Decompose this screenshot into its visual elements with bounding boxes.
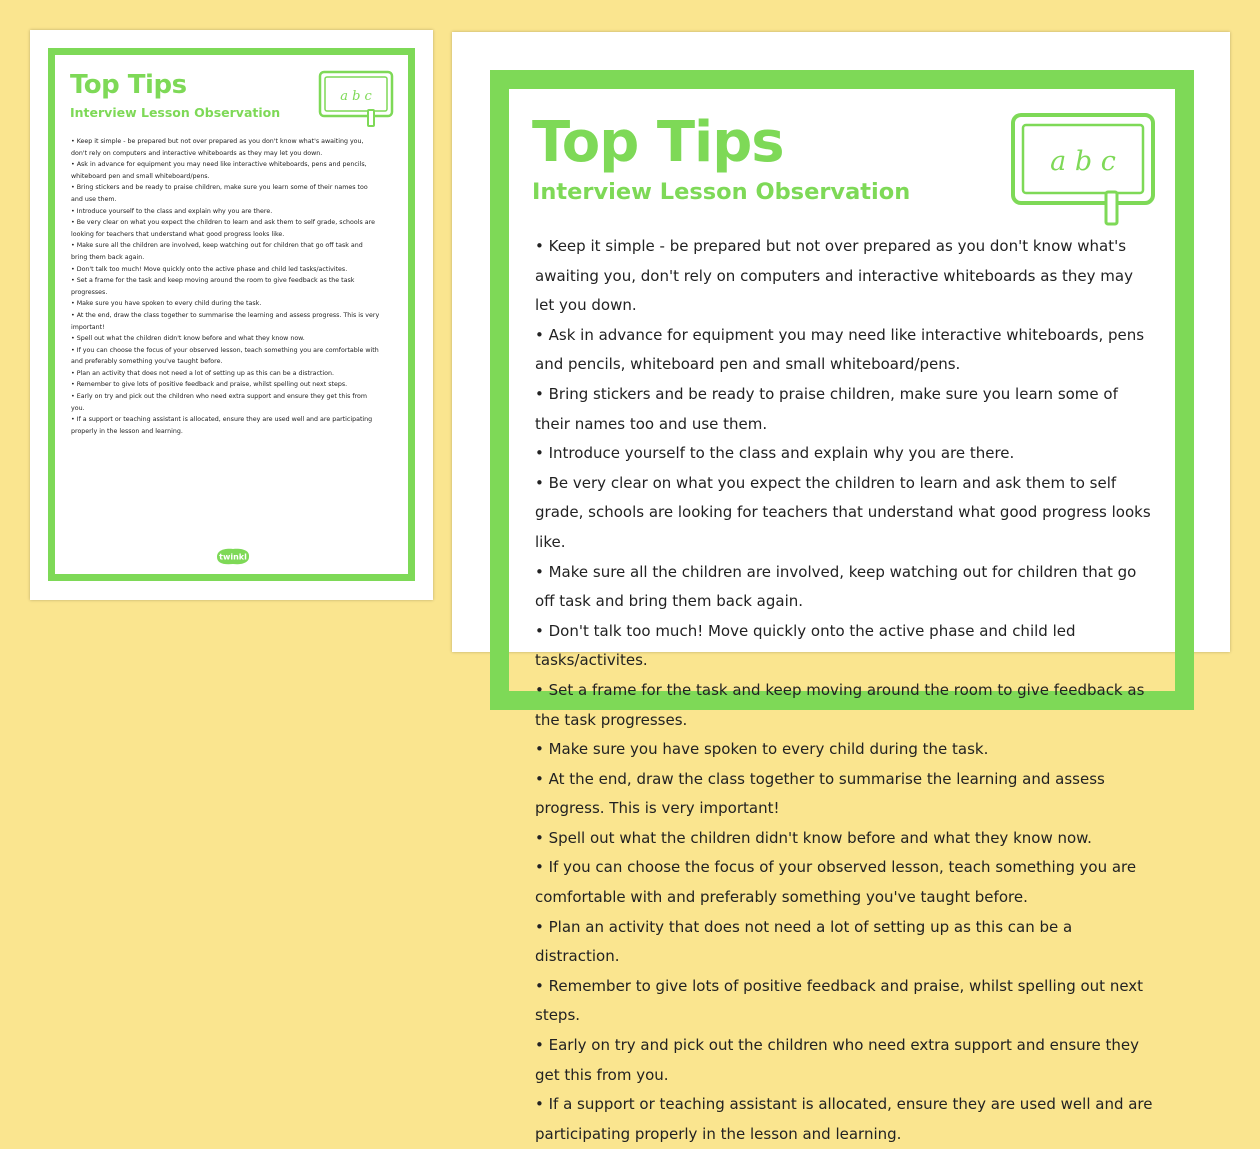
page-subtitle: Interview Lesson Observation xyxy=(70,105,281,120)
tips-list xyxy=(71,136,381,437)
tip-item: • Spell out what the children didn't know before and what they know now. xyxy=(71,335,305,343)
page-title: Top Tips xyxy=(70,70,187,100)
tip-item: • If you can choose the focus of your observed lesson, teach something you are comfortable with and preferably something you've taught before. xyxy=(535,858,1137,907)
tip-item: • Remember to give lots of positive feedback and praise, whilst spelling out next steps. xyxy=(535,976,1144,1025)
tip-item: • Don't talk too much! Move quickly onto the active phase and child led tasks/activites. xyxy=(535,621,1076,670)
chalkboard-icon xyxy=(318,70,394,130)
tip-item: • Don't talk too much! Move quickly onto the active phase and child led tasks/activites. xyxy=(71,265,348,273)
tip-item: • Early on try and pick out the children who need extra support and ensure they get this from you. xyxy=(535,1036,1140,1084)
tip-item: • Make sure you have spoken to every child during the task. xyxy=(71,300,262,308)
tip-item: • Early on try and pick out the children who need extra support and ensure they get this from you. xyxy=(71,393,368,412)
tip-item: • If a support or teaching assistant is allocated, ensure they are used well and are participating properly in the lesson and learning. xyxy=(535,1095,1153,1143)
page-title: Top Tips xyxy=(532,110,784,175)
document-page-zoomed xyxy=(452,32,1230,1143)
tip-item: • Ask in advance for equipment you may need like interactive whiteboards, pens and pencils, whiteboard pen and small whiteboard/pens. xyxy=(71,161,367,180)
tip-item: • Ask in advance for equipment you may need like interactive whiteboards, pens and pencils, whiteboard pen and small whiteboard/pens. xyxy=(535,325,1145,374)
page-subtitle: Interview Lesson Observation xyxy=(532,179,911,205)
tip-item: • Bring stickers and be ready to praise children, make sure you learn some of their names too and use them. xyxy=(535,384,1118,433)
tip-item: • At the end, draw the class together to summarise the learning and assess progress. This is very important! xyxy=(535,769,1105,818)
tip-item: • Make sure all the children are involved, keep watching out for children that go off task and bring them back again. xyxy=(71,242,363,261)
twinkl-logo xyxy=(213,545,253,567)
tip-item: • If you can choose the focus of your observed lesson, teach something you are comfortable with and preferably something you've taught before. xyxy=(71,346,379,366)
tip-item: • Plan an activity that does not need a lot of setting up as this can be a distraction. xyxy=(535,917,1073,966)
tips-list xyxy=(535,232,1155,1149)
tip-item: • Set a frame for the task and keep moving around the room to give feedback as the task progresses. xyxy=(71,277,355,296)
tip-item: • Introduce yourself to the class and explain why you are there. xyxy=(535,444,1015,463)
tip-item: • At the end, draw the class together to summarise the learning and assess progress. This is very important! xyxy=(71,311,380,331)
board-letters: a b c xyxy=(1050,146,1116,177)
board-letters: a b c xyxy=(340,89,372,104)
tip-item: • Be very clear on what you expect the children to learn and ask them to self grade, schools are looking for teachers that understand what good progress looks like. xyxy=(71,219,375,238)
tip-item: • If a support or teaching assistant is allocated, ensure they are used well and are participating properly in the lesson and learning. xyxy=(71,416,373,435)
tip-item: • Bring stickers and be ready to praise children, make sure you learn some of their names too and use them. xyxy=(71,184,368,203)
tip-item: • Make sure all the children are involved, keep watching out for children that go off task and bring them back again. xyxy=(535,562,1137,611)
tip-item: • Make sure you have spoken to every child during the task. xyxy=(535,740,989,759)
tip-item: • Spell out what the children didn't know before and what they know now. xyxy=(535,828,1092,847)
tip-item: • Remember to give lots of positive feedback and praise, whilst spelling out next steps. xyxy=(71,381,348,389)
chalkboard-icon xyxy=(1010,112,1156,228)
tip-item: • Keep it simple - be prepared but not over prepared as you don't know what's awaiting you, don't rely on computers and interactive whiteboards as they may let you down. xyxy=(535,237,1133,315)
tip-item: • Be very clear on what you expect the children to learn and ask them to self grade, schools are looking for teachers that understand what good progress looks like. xyxy=(535,473,1151,551)
logo-text: twinkl xyxy=(219,552,247,562)
tip-item: • Plan an activity that does not need a lot of setting up as this can be a distraction. xyxy=(71,369,334,377)
document-page-preview xyxy=(30,30,433,600)
tip-item: • Keep it simple - be prepared but not over prepared as you don't know what's awaiting you, don't rely on computers and interactive whiteboards as they may let you down. xyxy=(71,138,364,157)
tip-item: • Introduce yourself to the class and explain why you are there. xyxy=(71,207,273,215)
tip-item: • Set a frame for the task and keep moving around the room to give feedback as the task progresses. xyxy=(535,680,1145,729)
